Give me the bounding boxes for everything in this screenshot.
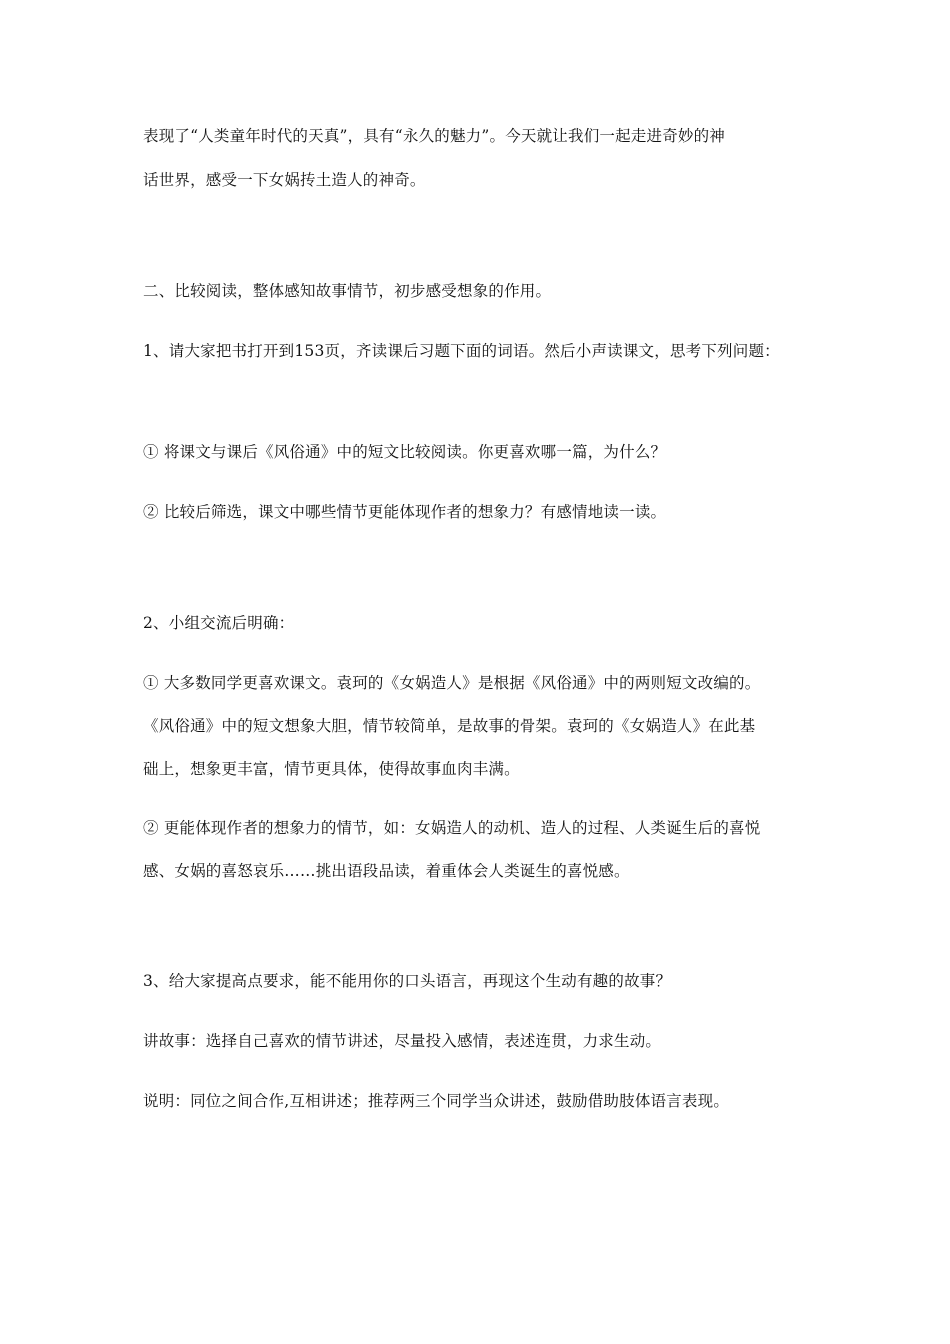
paragraph-line: 话世界，感受一下女娲抟土造人的神奇。 — [143, 171, 426, 189]
paragraph-line: 说明：同位之间合作,互相讲述；推荐两三个同学当众讲述，鼓励借助肢体语言表现。 — [143, 1092, 730, 1110]
section-heading: 二、比较阅读，整体感知故事情节，初步感受想象的作用。 — [143, 282, 552, 300]
paragraph-line: 《风俗通》中的短文想象大胆，情节较简单，是故事的骨架。袁珂的《女娲造人》在此基 — [143, 717, 756, 735]
paragraph-line: 感、女娲的喜怒哀乐……挑出语段品读，着重体会人类诞生的喜悦感。 — [143, 862, 630, 880]
question-item: ② 比较后筛选，课文中哪些情节更能体现作者的想象力？有感情地读一读。 — [143, 503, 667, 521]
paragraph-line: 讲故事：选择自己喜欢的情节讲述，尽量投入感情，表述连贯，力求生动。 — [143, 1032, 662, 1050]
step-item: 3、给大家提高点要求，能不能用你的口头语言，再现这个生动有趣的故事？ — [143, 972, 672, 990]
paragraph-line: 础上，想象更丰富，情节更具体，使得故事血肉丰满。 — [143, 760, 520, 778]
question-item: ① 将课文与课后《风俗通》中的短文比较阅读。你更喜欢哪一篇，为什么？ — [143, 443, 667, 461]
answer-item: ② 更能体现作者的想象力的情节，如：女娲造人的动机、造人的过程、人类诞生后的喜悦 — [143, 819, 761, 837]
step-item: 2、小组交流后明确： — [143, 614, 295, 632]
paragraph-line: 表现了“人类童年时代的天真”，具有“永久的魅力”。今天就让我们一起走进奇妙的神 — [143, 127, 725, 145]
answer-item: ① 大多数同学更喜欢课文。袁珂的《女娲造人》是根据《风俗通》中的两则短文改编的。 — [143, 674, 761, 692]
step-item: 1、请大家把书打开到153页，齐读课后习题下面的词语。然后小声读课文，思考下列问题： — [143, 342, 780, 360]
